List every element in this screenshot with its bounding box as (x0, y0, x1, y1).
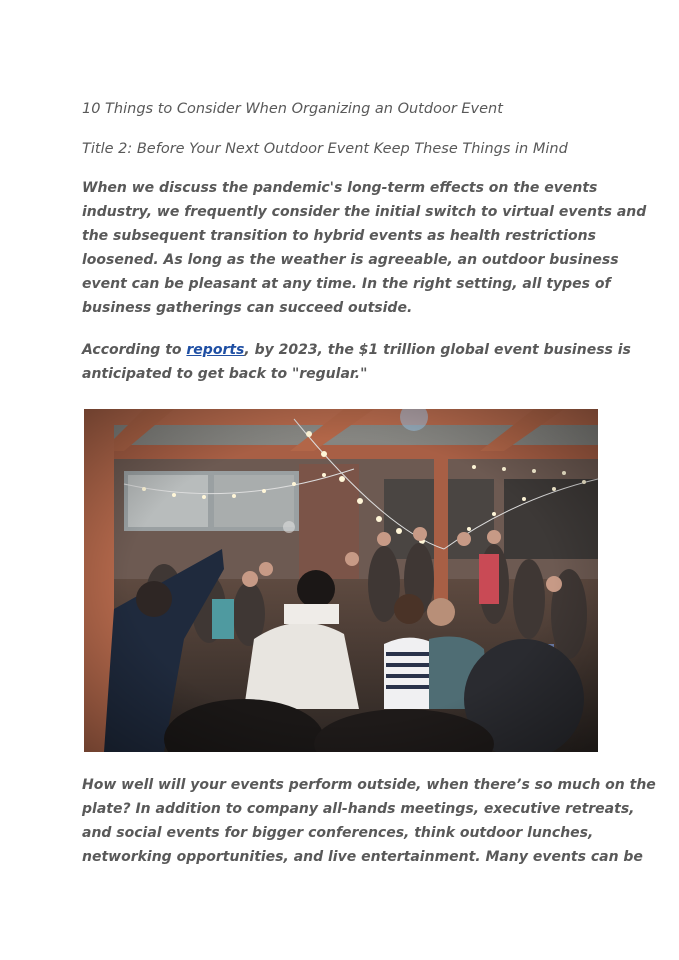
document-title: 10 Things to Consider When Organizing an Outdoor Event (82, 101, 503, 117)
paragraph-line: business gatherings can succeed outside. (82, 300, 413, 316)
paragraph-suffix: , by 2023, the $1 trillion global event business is (244, 342, 631, 358)
paragraph-line: plate? In addition to company all-hands meetings, executive retreats, (82, 801, 635, 817)
paragraph-prefix: According to (82, 342, 187, 358)
paragraph-intro (82, 176, 647, 320)
paragraph-line: event can be pleasant at any time. In the right setting, all types of (82, 276, 611, 292)
paragraph-line: loosened. As long as the weather is agreeable, an outdoor business (82, 252, 619, 268)
paragraph-line: How well will your events perform outside, when there’s so much on the (82, 777, 656, 793)
paragraph-reports (82, 338, 631, 386)
event-photo (84, 409, 598, 752)
paragraph-line (82, 338, 631, 362)
paragraph-line: and social events for bigger conferences, think outdoor lunches, (82, 825, 594, 841)
paragraph-line: networking opportunities, and live entertainment. Many events can be (82, 849, 643, 865)
paragraph-line: When we discuss the pandemic's long-term effects on the events (82, 180, 598, 196)
paragraph-line: anticipated to get back to "regular." (82, 366, 368, 382)
paragraph-line: industry, we frequently consider the initial switch to virtual events and (82, 204, 647, 220)
document-subtitle: Title 2: Before Your Next Outdoor Event Keep These Things in Mind (82, 141, 568, 157)
reports-link[interactable]: reports (186, 342, 245, 358)
outdoor-party-image (84, 409, 598, 752)
document-body (82, 98, 647, 386)
paragraph-outside (82, 773, 656, 869)
paragraph-line: the subsequent transition to hybrid events as health restrictions (82, 228, 596, 244)
